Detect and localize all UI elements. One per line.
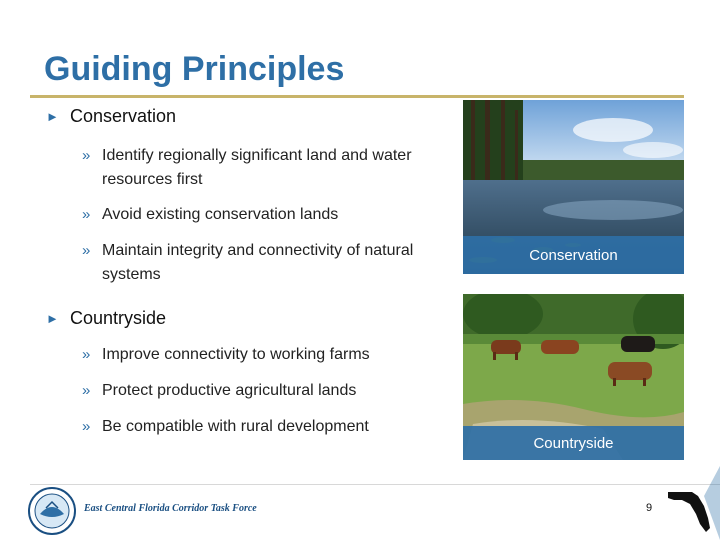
bullet-heading: Conservation: [70, 106, 177, 126]
sub-bullet-text: Protect productive agricultural lands: [102, 382, 357, 399]
sub-bullet: [82, 203, 422, 227]
florida-state-icon: [664, 466, 720, 540]
page-number: 9: [646, 502, 653, 514]
sub-bullet-text: Identify regionally significant land and water resources first: [102, 147, 412, 188]
footer-divider: [30, 484, 720, 485]
bullet-countryside: [46, 308, 166, 329]
double-chevron-bullet-icon: »: [82, 382, 91, 399]
bullet-heading: Countryside: [70, 308, 167, 328]
right-triangle-bullet-icon: ►: [46, 109, 59, 124]
sub-bullet: [82, 239, 422, 287]
sub-bullet-text: Improve connectivity to working farms: [102, 346, 370, 363]
double-chevron-bullet-icon: »: [82, 346, 91, 363]
footer-org-name: East Central Florida Corridor Task Force: [84, 503, 257, 514]
double-chevron-bullet-icon: »: [82, 418, 91, 435]
slide-title: Guiding Principles: [44, 50, 345, 88]
double-chevron-bullet-icon: »: [82, 242, 91, 259]
sub-bullet: [82, 343, 422, 367]
right-triangle-bullet-icon: ►: [46, 311, 59, 326]
photo-caption-countryside: Countryside: [463, 426, 684, 460]
sub-bullet-text: Be compatible with rural development: [102, 418, 369, 435]
sub-bullet: [82, 415, 422, 439]
double-chevron-bullet-icon: »: [82, 147, 91, 164]
title-divider: [30, 95, 684, 98]
sub-bullet: [82, 379, 422, 403]
conservation-photo: [463, 100, 684, 274]
task-force-seal-logo: [26, 486, 78, 536]
sub-bullet-text: Avoid existing conservation lands: [102, 206, 339, 223]
sub-bullet: [82, 144, 422, 192]
photo-caption-conservation: Conservation: [463, 236, 684, 274]
countryside-photo: [463, 294, 684, 460]
double-chevron-bullet-icon: »: [82, 206, 91, 223]
bullet-conservation: [46, 106, 176, 127]
sub-bullet-text: Maintain integrity and connectivity of natural systems: [102, 242, 414, 283]
